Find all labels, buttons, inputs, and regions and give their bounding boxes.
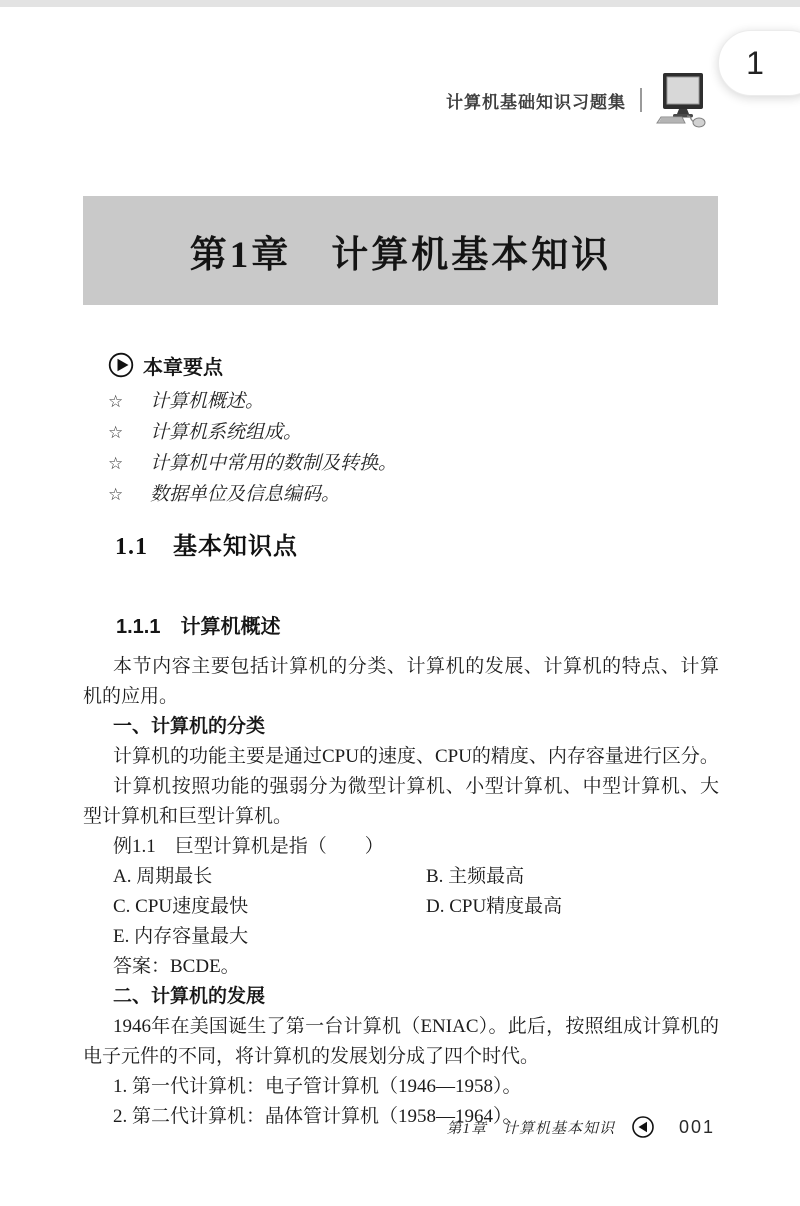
development-heading: 二、计算机的发展 — [113, 986, 266, 1007]
chapter-title-banner — [83, 196, 718, 305]
star-bullet-icon: ☆ — [108, 454, 124, 473]
chapter-keypoints — [108, 350, 668, 510]
star-bullet-icon: ☆ — [108, 423, 124, 442]
keypoints-heading-row — [108, 350, 668, 380]
triangle-left-circle-icon — [631, 1115, 655, 1139]
keypoints-list — [108, 386, 668, 510]
development-item-1: 1. 第一代计算机：电子管计算机（1946—1958）。 — [113, 1076, 522, 1097]
example-options — [113, 862, 719, 952]
development-item-2: 2. 第二代计算机：晶体管计算机（1958—1964）。 — [113, 1106, 522, 1127]
section-title: 1.1 基本知识点 — [115, 534, 298, 560]
keypoint-text: 数据单位及信息编码。 — [150, 484, 341, 505]
example-answer: 答案：BCDE。 — [113, 956, 240, 977]
option-e: E. 内存容量最大 — [113, 926, 249, 947]
top-edge-strip — [0, 0, 800, 7]
classification-paragraph-1: 计算机的功能主要是通过CPU的速度、CPU的精度、内存容量进行区分。 — [113, 746, 719, 767]
corner-page-number: 1 — [746, 44, 764, 81]
option-d: D. CPU精度最高 — [426, 896, 563, 917]
keypoint-item — [108, 417, 668, 448]
option-b: B. 主频最高 — [426, 866, 525, 887]
desktop-computer-icon — [656, 72, 708, 128]
corner-page-number-tab — [718, 30, 800, 96]
keypoint-text: 计算机概述。 — [150, 391, 265, 412]
example-question: 例1.1 巨型计算机是指（ ） — [113, 836, 384, 857]
development-paragraph: 1946年在美国诞生了第一台计算机（ENIAC）。此后，按照组成计算机的电子元件的不同，将计算机的发展划分成了四个时代。 — [83, 1016, 719, 1067]
main-content — [83, 652, 719, 1132]
classification-heading: 一、计算机的分类 — [113, 716, 266, 737]
option-c: C. CPU速度最快 — [113, 896, 249, 917]
option-a: A. 周期最长 — [113, 866, 213, 887]
keypoint-text: 计算机系统组成。 — [150, 422, 303, 443]
star-bullet-icon: ☆ — [108, 485, 124, 504]
chapter-title: 第1章 计算机基本知识 — [189, 234, 612, 276]
keypoints-heading: 本章要点 — [143, 356, 223, 379]
star-bullet-icon: ☆ — [108, 392, 124, 411]
keypoint-item — [108, 386, 668, 417]
play-circle-icon — [108, 352, 134, 378]
page-header — [446, 72, 708, 128]
page-footer — [446, 1113, 715, 1141]
book-title: 计算机基础知识习题集 — [446, 92, 626, 112]
keypoint-item — [108, 479, 668, 510]
keypoint-text: 计算机中常用的数制及转换。 — [150, 453, 398, 474]
header-divider — [640, 88, 642, 112]
intro-paragraph: 本节内容主要包括计算机的分类、计算机的发展、计算机的特点、计算机的应用。 — [83, 656, 719, 707]
classification-paragraph-2: 计算机按照功能的强弱分为微型计算机、小型计算机、中型计算机、大型计算机和巨型计算机。 — [83, 776, 719, 827]
footer-page-number: 001 — [678, 1116, 715, 1137]
keypoint-item — [108, 448, 668, 479]
subsection-title: 1.1.1 计算机概述 — [116, 616, 281, 638]
footer-chapter-label: 第1章 计算机基本知识 — [446, 1120, 615, 1137]
